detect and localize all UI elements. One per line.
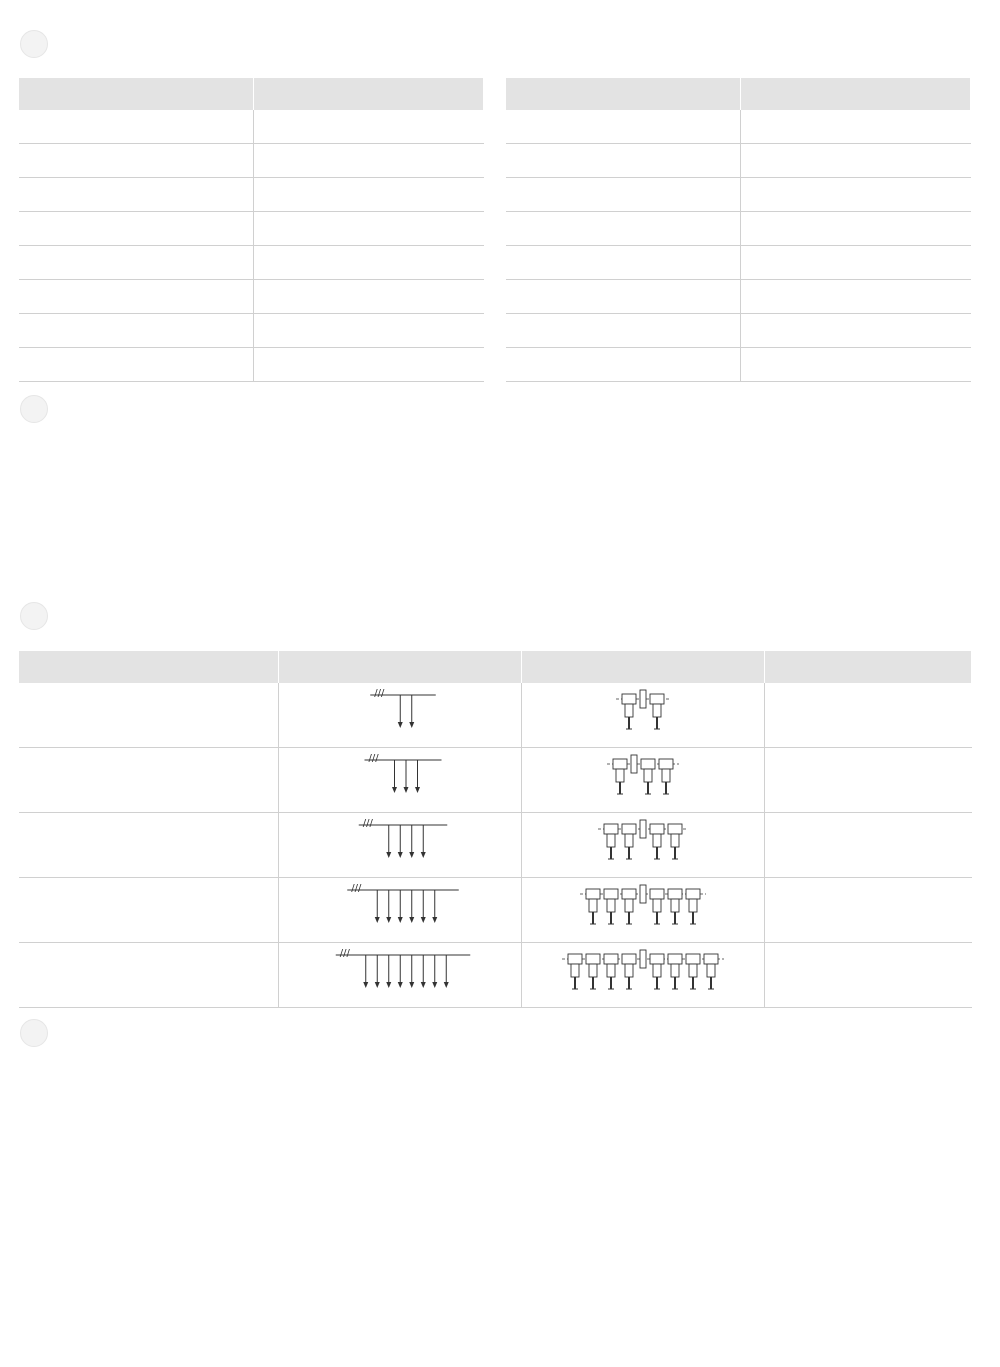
wiring-scheme-icon [282, 880, 518, 936]
table-row [506, 110, 971, 144]
arrow-icon [20, 602, 48, 630]
wiring-scheme-icon [282, 815, 518, 871]
table-row [19, 943, 972, 1008]
outline-dimensions [765, 683, 972, 748]
table-row [506, 246, 971, 280]
param-name [506, 314, 741, 348]
arrangement-sketch-icon [525, 945, 761, 1001]
param-name [19, 178, 254, 212]
param-value [254, 280, 484, 314]
arrangement-sketch-icon [525, 685, 761, 741]
param-value [741, 246, 971, 280]
spec-table-left [19, 78, 484, 382]
arrangement-sketch [522, 683, 765, 748]
col-header [522, 651, 765, 683]
table-row [19, 314, 484, 348]
param-name [19, 144, 254, 178]
wiring-scheme [279, 813, 522, 878]
model-name [19, 683, 279, 748]
table-row [19, 280, 484, 314]
wiring-scheme [279, 943, 522, 1008]
section-header-structure [20, 395, 60, 423]
table-row [506, 144, 971, 178]
wiring-scheme-icon [282, 945, 518, 1001]
table-row [506, 348, 971, 382]
outline-dimensions [765, 878, 972, 943]
model-name [19, 748, 279, 813]
table-row [19, 144, 484, 178]
model-name [19, 943, 279, 1008]
svg-text:///: /// [362, 818, 373, 829]
col-header [254, 78, 484, 110]
section-header-wiring [20, 602, 60, 630]
table-row [19, 246, 484, 280]
param-name [506, 280, 741, 314]
param-name [506, 144, 741, 178]
table-row [19, 683, 972, 748]
param-value [741, 110, 971, 144]
param-value [741, 178, 971, 212]
arrangement-sketch [522, 813, 765, 878]
table-row [19, 878, 972, 943]
svg-text:///: /// [339, 948, 350, 959]
param-name [19, 212, 254, 246]
outline-dimensions [765, 943, 972, 1008]
table-row [19, 110, 484, 144]
col-header [19, 651, 279, 683]
svg-text:///: /// [374, 688, 385, 699]
param-name [506, 212, 741, 246]
arrangement-sketch-icon [525, 880, 761, 936]
table-row [19, 813, 972, 878]
table-row [19, 348, 484, 382]
param-name [19, 348, 254, 382]
param-value [254, 348, 484, 382]
table-row [506, 212, 971, 246]
svg-text:///: /// [368, 753, 379, 764]
wiring-scheme [279, 748, 522, 813]
param-name [19, 280, 254, 314]
param-name [506, 178, 741, 212]
outline-dimensions [765, 748, 972, 813]
param-name [19, 110, 254, 144]
layout-diagram [0, 1037, 1000, 1367]
wiring-scheme [279, 683, 522, 748]
param-value [741, 348, 971, 382]
arrangement-sketch [522, 748, 765, 813]
table-row [19, 748, 972, 813]
wiring-scheme-icon [282, 750, 518, 806]
wiring-table [19, 651, 972, 1008]
arrangement-sketch-icon [525, 815, 761, 871]
param-value [741, 144, 971, 178]
col-header [19, 78, 254, 110]
wiring-scheme [279, 878, 522, 943]
wiring-scheme-icon [282, 685, 518, 741]
param-value [254, 110, 484, 144]
arrow-icon [20, 30, 48, 58]
param-value [254, 246, 484, 280]
outline-dimensions [765, 813, 972, 878]
param-name [506, 348, 741, 382]
table-row [19, 212, 484, 246]
table-row [19, 178, 484, 212]
table-row [506, 178, 971, 212]
model-name [19, 878, 279, 943]
table-row [506, 280, 971, 314]
param-value [254, 178, 484, 212]
arrangement-sketch-icon [525, 750, 761, 806]
table-row [506, 314, 971, 348]
spec-table-right [506, 78, 971, 382]
param-name [19, 314, 254, 348]
param-name [506, 246, 741, 280]
arrangement-sketch [522, 878, 765, 943]
col-header [765, 651, 972, 683]
param-value [254, 144, 484, 178]
param-value [741, 314, 971, 348]
param-value [254, 212, 484, 246]
arrangement-sketch [522, 943, 765, 1008]
col-header [506, 78, 741, 110]
param-value [741, 280, 971, 314]
arrow-icon [20, 395, 48, 423]
param-value [254, 314, 484, 348]
svg-text:///: /// [351, 883, 362, 894]
col-header [741, 78, 971, 110]
model-name [19, 813, 279, 878]
col-header [279, 651, 522, 683]
param-value [741, 212, 971, 246]
param-name [506, 110, 741, 144]
section-header-tech [20, 30, 60, 58]
param-name [19, 246, 254, 280]
